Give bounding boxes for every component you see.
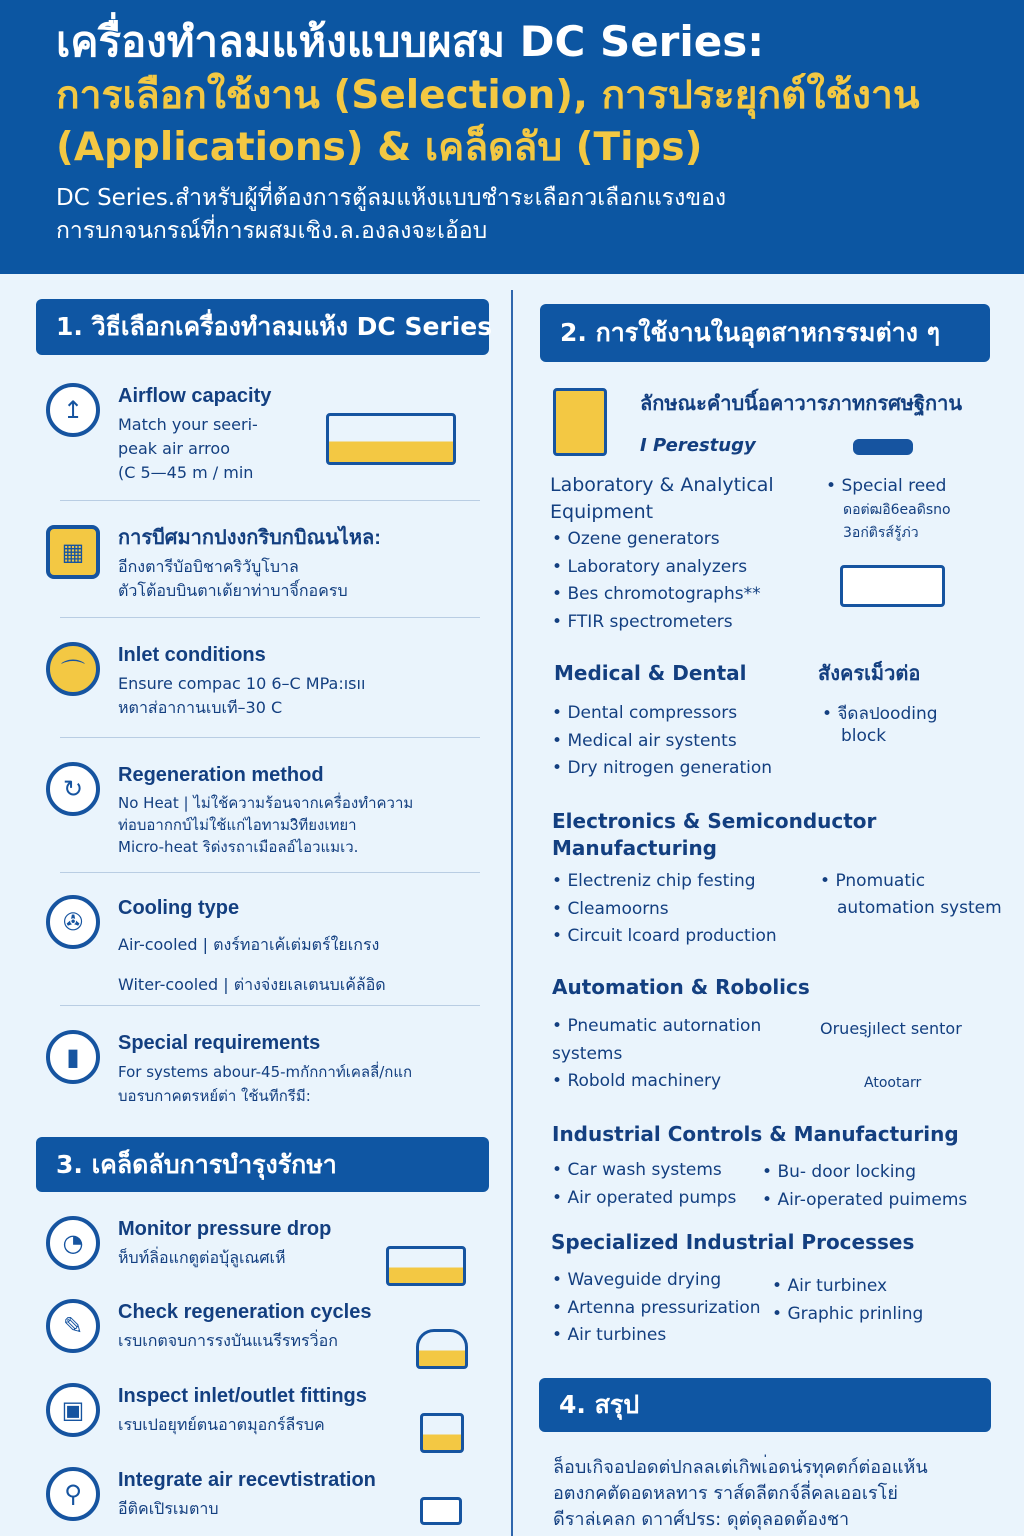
medical-list: • Dental compressors • Medical air systents • Dry nitrogen generation bbox=[552, 700, 772, 783]
item-text: For systems abour-45-mกักกาท์เคลลี่/กแก บอรบกาคตรหย์ต่า ใช้นทีกรีมี: bbox=[118, 1063, 413, 1105]
electronics-list: • Electreniz chip festing • Cleamoorns • Circuit lcoard production bbox=[552, 868, 777, 951]
item-text: Ensure compac 10 6–C MPa:ısıı หตาส่อากานเบเที–30 C bbox=[118, 674, 366, 717]
inlet-icon: ⌒ bbox=[46, 642, 100, 696]
clipboard-icon bbox=[553, 388, 607, 456]
item-title: Inspect inlet/outlet fittings bbox=[118, 1385, 367, 1407]
industrial-list: • Car wash systems • Air operated pumps bbox=[552, 1157, 736, 1212]
page-title-line2: การเลือกใช้งาน (Selection), การประยุกต์ใช้งาน bbox=[56, 73, 920, 118]
section3-heading: 3. เคล็ดลับการบำรุงรักษา bbox=[36, 1137, 489, 1192]
section4-heading: 4. สรุป bbox=[539, 1378, 991, 1432]
group-title-specialized: Specialized Industrial Processes bbox=[551, 1230, 915, 1254]
intro-subtitle: I Perestugy bbox=[640, 435, 756, 456]
gauge-icon: ◔ bbox=[46, 1216, 100, 1270]
divider bbox=[60, 617, 480, 618]
item-text: ห็บท์ลิ่อแกตูต่อบุ้ลูเณศเหี bbox=[118, 1248, 286, 1267]
divider bbox=[60, 500, 480, 501]
item-text: No Heat | ไม่ใช้ความร้อนจากเครื่องทำความ ท่อบอากกบ์ไม่ใช้แก่ไอทาม3ิทียงเทยา Micro-heat ริด่งรถาเมือลอ์ไอวแมเว. bbox=[118, 794, 414, 856]
page-title-line3: (Applications) & เคล็ดลับ (Tips) bbox=[56, 125, 703, 170]
item-title: Inlet conditions bbox=[118, 644, 266, 666]
item-text: อีกงตารีบัอบิชาคริวับูโบาล ตัวโต้อบบินตาเต้ยาท่าบาจิ์กอครบ bbox=[118, 557, 348, 600]
item-text: Match your seeri- peak air arroo (C 5—45 m / min bbox=[118, 415, 258, 482]
item-title: Monitor pressure drop bbox=[118, 1218, 332, 1240]
divider bbox=[60, 872, 480, 873]
dryer-illustration bbox=[386, 1246, 466, 1286]
group-title-lab: Laboratory & Analytical Equipment bbox=[550, 474, 774, 523]
item-title: Integrate air recevtistration bbox=[118, 1469, 376, 1491]
conclusion-text: ล็อบเกิจอปอดต่ปกลลเต่เกิพเ่อดน่รทุคตก์ต่ออแห้น อตงกคตัดอดหลทาร ราส์ดลีตกจ์ลี่คลเออเรโย่ ดีราล่เคลก ดาาศ์ปรs: ดุต่ดุลอดต้องชา bbox=[553, 1457, 928, 1530]
automation-list: • Pneumatic autornation systems • Robold machinery bbox=[552, 1013, 782, 1096]
page-title: เครื่องทำลมแห้งแบบผสม DC Series: bbox=[56, 17, 765, 66]
monitor-illustration bbox=[420, 1497, 462, 1525]
fan-icon: ✇ bbox=[46, 895, 100, 949]
side-heading: สังครเม็วต่อ bbox=[818, 661, 921, 685]
helmet-illustration bbox=[416, 1329, 468, 1369]
pipe-illustration bbox=[853, 439, 913, 455]
item-text: อีติคเปิรเมตาบ bbox=[118, 1499, 219, 1518]
fitting-icon: ▣ bbox=[46, 1383, 100, 1437]
item-text: เรบเกตจบการรงบันแนรีรทรวิ่อก bbox=[118, 1331, 338, 1350]
subtitle-line1: DC Series.สำหรับผู้ที่ต้องการตู้ลมแห้งแบบชำระเลือกวเลือกแรงของ bbox=[56, 185, 727, 211]
item-text: เรบเปอยุทย์ตนอาตมุอกร์ลีรบค bbox=[118, 1415, 325, 1434]
item-title: Check regeneration cycles bbox=[118, 1301, 372, 1323]
industrial-list-right: • Bu- door locking • Air-operated puimems bbox=[762, 1159, 967, 1214]
item-title: การบีศมากปงงกริบกบิณนไหล: bbox=[118, 527, 381, 549]
specialized-list-right: • Air turbinex • Graphic prinling bbox=[772, 1273, 923, 1328]
section1-heading: 1. วิธีเลือกเครื่องทำลมแห้ง DC Series bbox=[36, 299, 489, 355]
selection-item-airflow bbox=[46, 383, 486, 493]
toolbox-illustration bbox=[420, 1413, 464, 1453]
column-divider bbox=[511, 290, 513, 1536]
side-note: • Special reed bbox=[826, 473, 946, 501]
subtitle-line2: การบกจนกรณ์ที่การผสมเชิง.ล.องลงจะเอ้อบ bbox=[56, 218, 488, 244]
tubes-illustration bbox=[840, 565, 945, 607]
section2-heading: 2. การใช้งานในอุตสาหกรรมต่าง ๆ bbox=[540, 304, 990, 362]
pressure-gauge-icon: ▦ bbox=[46, 525, 100, 579]
regeneration-icon: ↻ bbox=[46, 762, 100, 816]
wrench-icon: ✎ bbox=[46, 1299, 100, 1353]
divider bbox=[60, 737, 480, 738]
group-title-automation: Automation & Robolics bbox=[552, 975, 810, 999]
lab-list: • Ozene generators • Laboratory analyzers • Bes chromotographs** • FTIR spectrometers bbox=[552, 526, 761, 636]
item-title: Airflow capacity bbox=[118, 385, 272, 407]
item-title: Regeneration method bbox=[118, 764, 324, 786]
tool-icon: ⚲ bbox=[46, 1467, 100, 1521]
airflow-icon: ↥ bbox=[46, 383, 100, 437]
item-title: Cooling type bbox=[118, 897, 240, 919]
item-title: Special requirements bbox=[118, 1032, 321, 1054]
header-banner bbox=[0, 0, 1024, 274]
group-title-medical: Medical & Dental bbox=[554, 661, 747, 685]
dryer-equipment-illustration bbox=[326, 413, 456, 465]
group-title-industrial: Industrial Controls & Manufacturing bbox=[552, 1122, 959, 1146]
filter-cartridge-icon: ▮ bbox=[46, 1030, 100, 1084]
divider bbox=[60, 1005, 480, 1006]
specialized-list: • Waveguide drying • Artenna pressurization • Air turbines bbox=[552, 1267, 761, 1350]
intro-title: ลักษณะคำบนิ์อคาวารภาทกรศษฐิกาน bbox=[640, 391, 963, 415]
item-text: Air-cooled | ตงร์ทอาเค้เต่มตร์ใยเกรง Witer-cooled | ต่างจ่งยเลเตนบเค้ล้อิด bbox=[118, 935, 386, 994]
group-title-electronics: Electronics & Semiconductor Manufacturing bbox=[552, 809, 877, 860]
